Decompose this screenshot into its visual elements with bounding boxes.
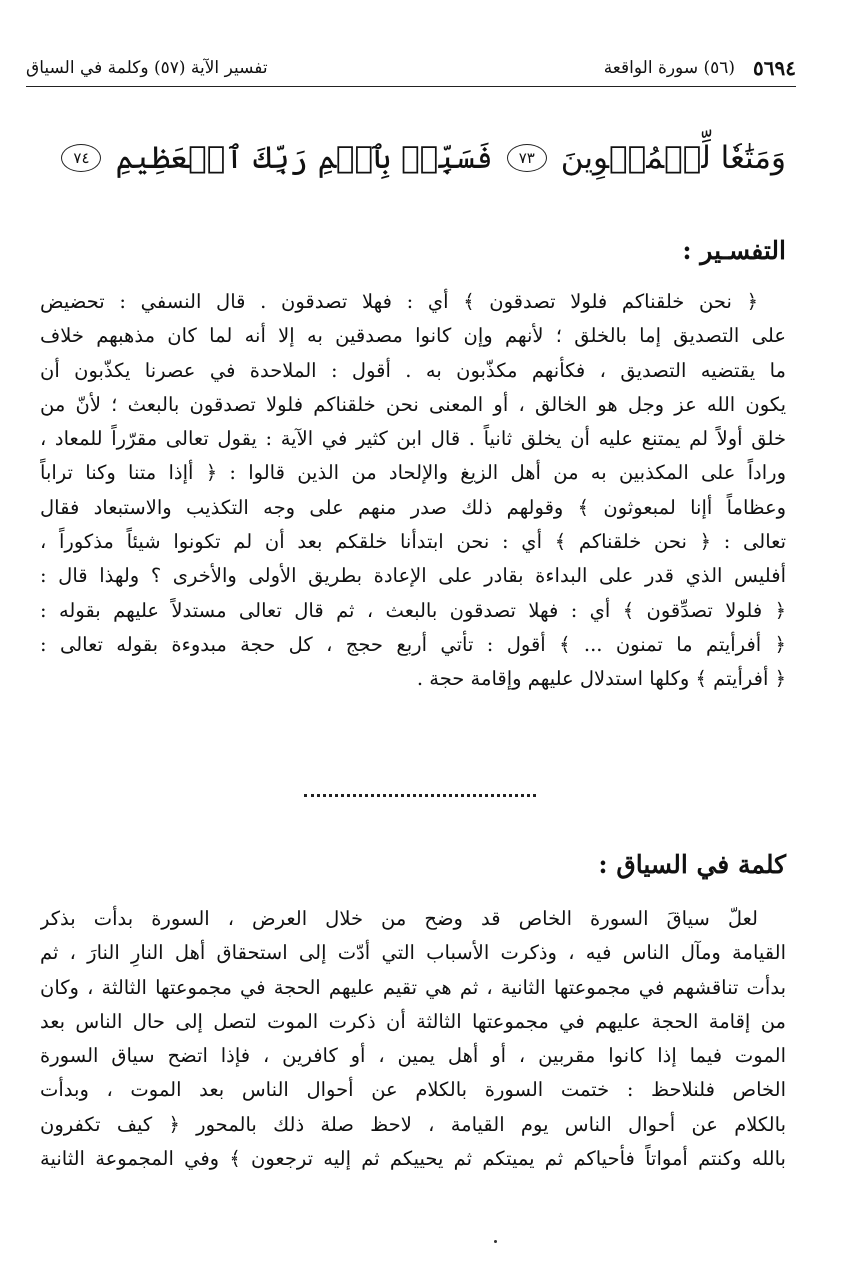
kalima-heading: كلمة في السياق : [598,850,786,879]
text-line: الخاص فلنلاحظ : ختمت السورة بالكلام عن أحوال الناس بعد الموت ، وبدأت [40,1078,786,1102]
text-line: أفليس الذي قدر على البداءة بقادر على الإعادة بطريق الأولى والأخرى ؟ ولهذا قال : [40,564,786,588]
section-reference: تفسير الآية (٥٧) وكلمة في السياق [26,58,268,78]
text-line: الموت فيما إذا كانوا مقربين ، أو أهل يمين ، أو كافرين ، فإذا اتضح سياق السورة [40,1044,786,1068]
text-line: تعالى : ﴿ نحن خلقناكم ﴾ أي : نحن ابتدأنا خلقكم بعد أن لم تكونوا شيئاً مذكوراً ، [40,530,786,554]
page-number: ٥٦٩٤ [753,56,796,80]
kalima-paragraph [40,902,786,1176]
text-line: يكون الله عز وجل هو الخالق ، أو المعنى نحن خلقناكم فلولا تصدقون بالبعث ؛ لأنّ من [40,392,786,416]
text-line: ﴿ نحن خلقناكم فلولا تصدقون ﴾ أي : فهلا تصدقون . قال النسفي : تحضيض [40,290,758,313]
text-line: لعلّ سياقَ السورة الخاص قد وضح من خلال العرض ، السورة بدأت بذكر [40,907,758,930]
text-line: ﴿ أفرأيتم ﴾ وكلها استدلال عليهم وإقامة حجة . [416,667,786,691]
quran-verse [40,118,786,198]
text-line: ما يقتضيه التصديق ، فكأنهم مكذّبون به . أقول : الملاحدة في عصرنا يكذّبون أن [40,358,786,382]
running-header [26,50,796,87]
header-right [604,56,796,80]
dotted-divider [304,784,536,797]
text-line: بدأت تناقشهم في مجموعتها الثانية ، ثم هي تقيم عليهم الحجة في مجموعتها الثالثة ، وكان [40,975,786,999]
text-line: خلق أولاً لم يمتنع عليه أن يخلق ثانياً . قال ابن كثير في الآية : يقول تعالى مقرّراً للمعاد ، [40,427,786,451]
verse-part-2: فَسَبِّحۡ بِٱسۡمِ رَبِّكَ ٱلۡعَظِيمِ [115,139,493,176]
text-line: ﴿ أفرأيتم ما تمنون ... ﴾ أقول : تأتي أربع حجج ، كل حجة مبدوءة بقوله تعالى : [40,632,786,656]
tafsir-paragraph [40,285,786,697]
ayah-number-marker: ٧٣ [507,144,547,172]
text-line: من إقامة الحجة عليهم في مجموعتها الثالثة أن ذكرت الموت لتصل إلى حال الناس بعد [40,1009,786,1033]
text-line: القيامة ومآل الناس فيه ، وذكرت الأسباب التي أدّت إلى استحقاق أهل النارِ النارَ ، ثم [40,941,786,965]
tafsir-heading: التفسـير : [682,236,786,265]
page-speck [494,1240,497,1243]
text-line: على التصديق إما بالخلق ؛ لأنهم وإن كانوا مصدقين به إلا أنه لما كان مذهبهم خلاف [40,324,786,348]
text-line: ﴿ فلولا تصدِّقون ﴾ أي : فهلا تصدقون بالبعث ، ثم قال تعالى مستدلاً عليهم بقوله : [40,598,786,622]
verse-part-1: وَمَتَٰعٗا لِّلۡمُقۡوِينَ [560,139,786,176]
ayah-number-marker: ٧٤ [61,144,101,172]
text-line: وراداً على المكذبين به من أهل الزيغ والإلحاد من الذين قالوا : ﴿ أإذا متنا وكنا تراباً [40,461,786,485]
text-line: بالله وكنتم أمواتاً فأحياكم ثم يميتكم ثم يحييكم ثم إليه ترجعون ﴾ وفي المجموعة الثانية [40,1147,786,1171]
text-line: بالكلام عن أحوال الناس يوم القيامة ، لاحظ صلة ذلك بالمحور ﴿ كيف تكفرون [40,1112,786,1136]
text-line: وعظاماً أإنا لمبعوثون ﴾ وقولهم ذلك صدر منهم على وجه التكذيب والاستبعاد فقال [40,495,786,519]
surah-reference: (٥٦) سورة الواقعة [603,58,736,78]
